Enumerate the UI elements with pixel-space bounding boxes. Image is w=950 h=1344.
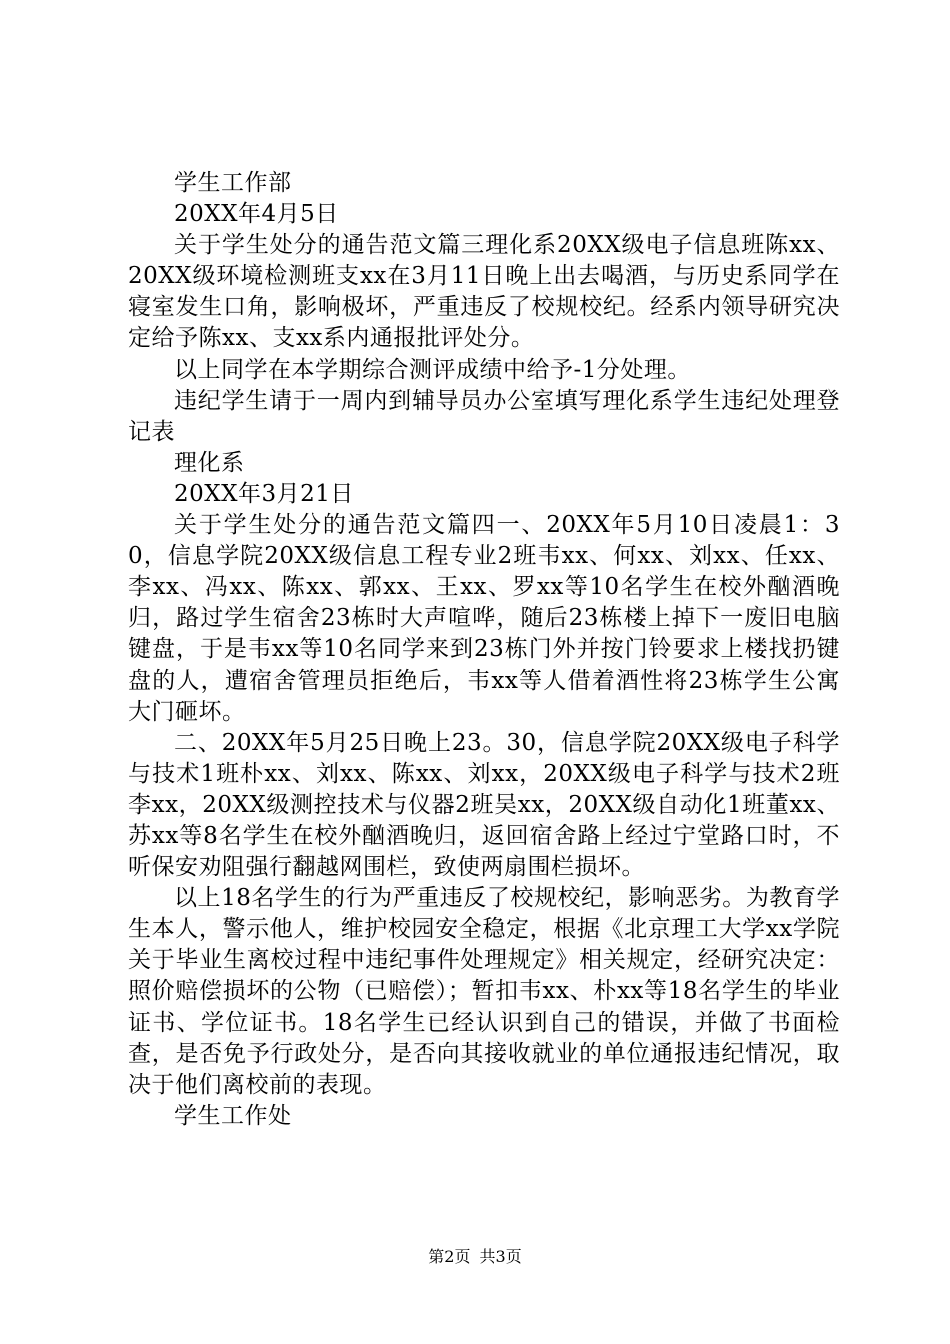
notice-paragraph: 以上同学在本学期综合测评成绩中给予-1分处理。	[174, 356, 691, 383]
notice-paragraph: 二、20XX年5月25日晚上23。30，信息学院20XX级电子科学与技术1班朴xx、刘xx、陈xx、刘xx，20XX级电子科学与技术2班李xx，20XX级测控技术与仪器2班吴xx，20XX级自动化1班董xx、苏xx等8名学生在校外酗酒晚归，返回宿舍路上经过宁堂路口时，不听保安劝阻强行翻越网围栏，致使两扇围栏损坏。	[128, 729, 840, 881]
signature-department: 学生工作处	[174, 1102, 292, 1129]
notice-paragraph: 以上18名学生的行为严重违反了校规校纪，影响恶劣。为教育学生本人，警示他人，维护校园安全稳定，根据《北京理工大学xx学院关于毕业生离校过程中违纪事件处理规定》相关规定，经研究决定：照价赔偿损坏的公物（已赔偿）；暂扣韦xx、朴xx等18名学生的毕业证书、学位证书。18名学生已经认识到自己的错误，并做了书面检查，是否免予行政处分，是否向其接收就业的单位通报违纪情况，取决于他们离校前的表现。	[128, 885, 840, 1098]
notice-paragraph: 违纪学生请于一周内到辅导员办公室填写理化系学生违纪处理登记表	[128, 387, 840, 445]
notice-paragraph: 关于学生处分的通告范文篇三理化系20XX级电子信息班陈xx、20XX级环境检测班支xx在3月11日晚上出去喝酒，与历史系同学在寝室发生口角，影响极坏，严重违反了校规校纪。经系内领导研究决定给予陈xx、支xx系内通报批评处分。	[128, 232, 840, 352]
notice-paragraph: 关于学生处分的通告范文篇四一、20XX年5月10日凌晨1：30，信息学院20XX级信息工程专业2班韦xx、何xx、刘xx、任xx、李xx、冯xx、陈xx、郭xx、王xx、罗xx等10名学生在校外酗酒晚归，路过学生宿舍23栋时大声喧哗，随后23栋楼上掉下一废旧电脑键盘，于是韦xx等10名同学来到23栋门外并按门铃要求上楼找扔键盘的人，遭宿舍管理员拒绝后，韦xx等人借着酒性将23栋学生公寓大门砸坏。	[128, 512, 840, 725]
signature-date: 20XX年3月21日	[174, 480, 354, 507]
document-body	[128, 168, 840, 1132]
page-footer	[0, 1244, 950, 1267]
signature-department: 学生工作部	[174, 170, 292, 196]
page-total: 共3页	[479, 1247, 522, 1266]
page-number: 第2页	[428, 1247, 471, 1266]
signature-date: 20XX年4月5日	[174, 201, 339, 228]
signature-department: 理化系	[174, 449, 245, 476]
